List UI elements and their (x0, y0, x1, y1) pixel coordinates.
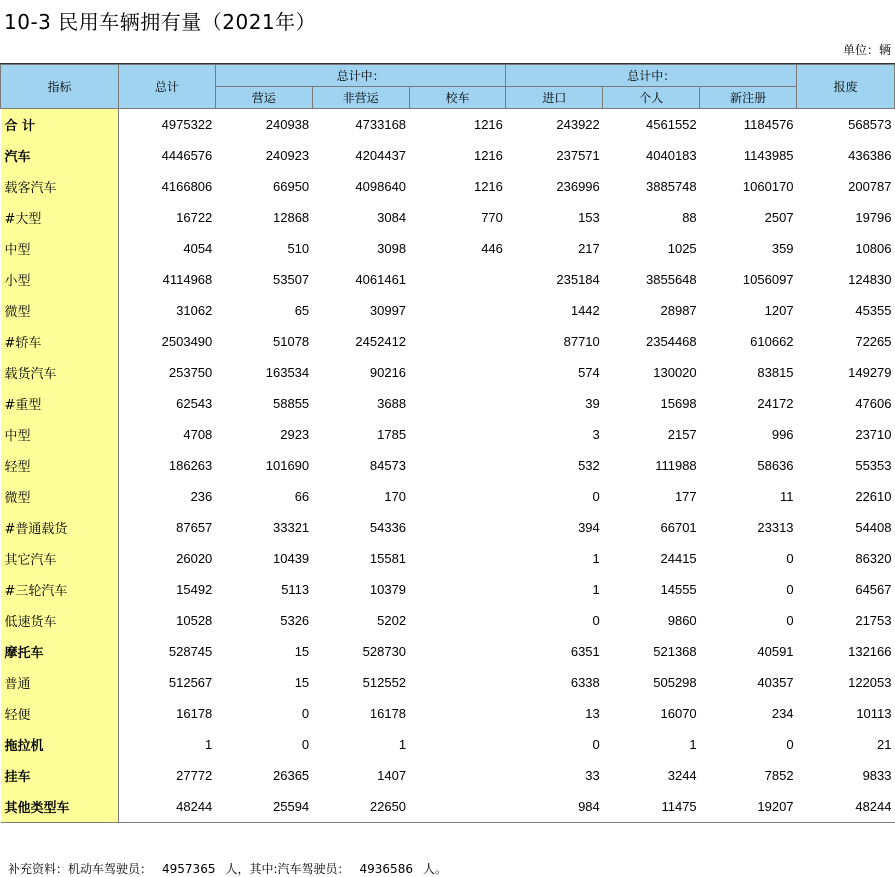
cell-total: 10528 (176, 613, 213, 628)
cell-scrapped: 55353 (855, 458, 892, 473)
cell-schoolbus (409, 636, 506, 667)
cell-noncommercial: 170 (384, 489, 407, 504)
header-scrapped: 报废 (797, 65, 895, 109)
cell-scrapped: 9833 (862, 768, 892, 783)
cell-commercial: 0 (301, 737, 310, 752)
cell-imported: 87710 (563, 334, 600, 349)
cell-commercial: 0 (301, 706, 310, 721)
cell-scrapped: 22610 (855, 489, 892, 504)
cell-private: 15698 (660, 396, 697, 411)
row-label: 小型 (1, 264, 119, 295)
header-newreg: 新注册 (700, 87, 797, 109)
cell-scrapped: 23710 (855, 427, 892, 442)
cell-newreg: 610662 (750, 334, 794, 349)
cell-noncommercial: 4204437 (355, 148, 407, 163)
cell-schoolbus (409, 357, 506, 388)
cell-imported: 33 (585, 768, 600, 783)
cell-private: 3855648 (646, 272, 697, 287)
cell-noncommercial: 4098640 (355, 179, 407, 194)
cell-scrapped: 10113 (856, 706, 892, 721)
cell-newreg: 1207 (764, 303, 794, 318)
page-title: 10-3 民用车辆拥有量（2021年） (4, 10, 317, 34)
cell-commercial: 66 (294, 489, 310, 504)
cell-noncommercial: 2452412 (355, 334, 407, 349)
cell-noncommercial: 3688 (377, 396, 407, 411)
vehicle-table (0, 64, 895, 823)
cell-imported: 3 (592, 427, 600, 442)
cell-newreg: 2507 (764, 210, 794, 225)
cell-noncommercial: 3084 (377, 210, 407, 225)
cell-scrapped: 10806 (855, 241, 892, 256)
cell-private: 2157 (667, 427, 697, 442)
cell-imported: 237571 (556, 148, 600, 163)
cell-noncommercial: 84573 (369, 458, 407, 473)
row-label: 载客汽车 (1, 171, 119, 202)
cell-noncommercial: 4061461 (355, 272, 407, 287)
cell-schoolbus (409, 481, 506, 512)
cell-newreg: 0 (786, 613, 794, 628)
cell-commercial: 5326 (280, 613, 310, 628)
cell-commercial: 65 (294, 303, 310, 318)
cell-commercial: 240938 (265, 117, 310, 132)
cell-imported: 1 (592, 551, 600, 566)
row-label: #轿车 (1, 326, 119, 357)
cell-schoolbus (409, 326, 506, 357)
cell-newreg: 359 (771, 241, 794, 256)
table-row (1, 388, 895, 419)
cell-total: 16722 (176, 210, 213, 225)
cell-private: 1 (689, 737, 697, 752)
cell-scrapped: 200787 (848, 179, 892, 194)
cell-noncommercial: 1 (398, 737, 407, 752)
cell-commercial: 5113 (281, 582, 310, 597)
cell-commercial: 51078 (273, 334, 310, 349)
table-row (1, 264, 895, 295)
cell-imported: 1442 (570, 303, 600, 318)
cell-imported: 532 (578, 458, 600, 473)
cell-commercial: 66950 (273, 179, 310, 194)
table-row (1, 729, 895, 760)
cell-private: 9860 (667, 613, 697, 628)
cell-imported: 235184 (556, 272, 600, 287)
cell-imported: 6351 (570, 644, 600, 659)
cell-imported: 1 (592, 582, 600, 597)
table-row (1, 419, 895, 450)
cell-total: 528745 (168, 644, 213, 659)
table-row (1, 481, 895, 512)
cell-total: 4975322 (161, 117, 213, 132)
cell-schoolbus (409, 574, 506, 605)
table-row (1, 140, 895, 171)
cell-scrapped: 122053 (848, 675, 892, 690)
cell-newreg: 0 (786, 737, 794, 752)
cell-schoolbus (409, 698, 506, 729)
cell-imported: 217 (578, 241, 600, 256)
cell-schoolbus: 770 (481, 210, 503, 225)
cell-imported: 574 (578, 365, 600, 380)
cell-noncommercial: 4733168 (355, 117, 407, 132)
cell-schoolbus (409, 605, 506, 636)
cell-private: 4040183 (646, 148, 697, 163)
header-private: 个人 (603, 87, 700, 109)
cell-scrapped: 45355 (855, 303, 892, 318)
supplementary-note (8, 860, 457, 877)
cell-schoolbus (409, 264, 506, 295)
cell-commercial: 12868 (273, 210, 310, 225)
header-imported: 进口 (506, 87, 603, 109)
cell-scrapped: 132166 (848, 644, 892, 659)
cell-imported: 0 (592, 737, 600, 752)
cell-imported: 243922 (556, 117, 600, 132)
cell-scrapped: 21 (877, 737, 892, 752)
cell-noncommercial: 16178 (369, 706, 407, 721)
cell-total: 26020 (176, 551, 213, 566)
cell-imported: 39 (585, 396, 600, 411)
cell-commercial: 58855 (273, 396, 310, 411)
cell-noncommercial: 5202 (377, 613, 407, 628)
row-label: #大型 (1, 202, 119, 233)
cell-schoolbus (409, 388, 506, 419)
cell-imported: 153 (578, 210, 600, 225)
cell-total: 27772 (176, 768, 213, 783)
cell-noncommercial: 10379 (369, 582, 407, 597)
note-drivers: 4957365 (162, 862, 216, 876)
cell-private: 16070 (660, 706, 697, 721)
row-label: #普通载货 (1, 512, 119, 543)
cell-newreg: 40357 (757, 675, 794, 690)
row-label: 低速货车 (1, 605, 119, 636)
cell-scrapped: 21753 (855, 613, 892, 628)
cell-total: 15492 (176, 582, 213, 597)
cell-scrapped: 436386 (848, 148, 892, 163)
table-row (1, 636, 895, 667)
cell-newreg: 1056097 (742, 272, 794, 287)
cell-noncommercial: 3098 (377, 241, 407, 256)
cell-newreg: 58636 (757, 458, 794, 473)
cell-schoolbus (409, 791, 506, 823)
cell-private: 2354468 (646, 334, 697, 349)
cell-scrapped: 86320 (855, 551, 892, 566)
row-label: 中型 (1, 233, 119, 264)
row-label: #三轮汽车 (1, 574, 119, 605)
cell-private: 521368 (653, 644, 697, 659)
cell-newreg: 0 (786, 551, 794, 566)
row-label: 汽车 (1, 140, 119, 171)
cell-noncommercial: 15581 (369, 551, 407, 566)
cell-newreg: 24172 (757, 396, 794, 411)
row-label: 载货汽车 (1, 357, 119, 388)
cell-scrapped: 72265 (855, 334, 892, 349)
cell-scrapped: 54408 (855, 520, 892, 535)
table-row (1, 326, 895, 357)
cell-total: 62543 (176, 396, 213, 411)
cell-imported: 0 (592, 489, 600, 504)
cell-schoolbus (409, 512, 506, 543)
cell-total: 1 (205, 737, 213, 752)
cell-total: 4166806 (161, 179, 213, 194)
cell-schoolbus: 446 (481, 241, 503, 256)
row-label: 轻便 (1, 698, 119, 729)
cell-private: 24415 (660, 551, 697, 566)
cell-total: 512567 (168, 675, 213, 690)
cell-private: 11475 (603, 791, 700, 823)
table-row (1, 357, 895, 388)
header-group-usage: 总计中： (215, 65, 506, 87)
note-suffix: 人。 (422, 862, 447, 876)
header-schoolbus: 校车 (409, 87, 506, 109)
cell-noncommercial: 512552 (362, 675, 407, 690)
header-indicator: 指标 (1, 65, 119, 109)
cell-total: 186263 (168, 458, 213, 473)
row-label: 微型 (1, 481, 119, 512)
table-row (1, 698, 895, 729)
cell-total: 4446576 (161, 148, 213, 163)
cell-commercial: 101690 (265, 458, 310, 473)
row-label: 摩托车 (1, 636, 119, 667)
cell-scrapped: 124830 (848, 272, 892, 287)
cell-noncommercial: 22650 (312, 791, 409, 823)
cell-newreg: 83815 (757, 365, 794, 380)
cell-imported: 0 (592, 613, 600, 628)
header-group-source: 总计中： (506, 65, 797, 87)
cell-schoolbus: 1216 (473, 148, 503, 163)
row-label: 挂车 (1, 760, 119, 791)
header-total: 总计 (118, 65, 215, 109)
unit-label: 单位：辆 (842, 43, 891, 57)
cell-total: 236 (190, 489, 213, 504)
cell-private: 14555 (660, 582, 697, 597)
cell-imported: 6338 (570, 675, 600, 690)
cell-commercial: 2923 (280, 427, 310, 442)
cell-noncommercial: 1407 (377, 768, 407, 783)
cell-scrapped: 149279 (848, 365, 892, 380)
table-row (1, 233, 895, 264)
cell-schoolbus (409, 729, 506, 760)
cell-noncommercial: 1785 (377, 427, 407, 442)
cell-schoolbus: 1216 (473, 179, 503, 194)
cell-noncommercial: 528730 (362, 644, 407, 659)
cell-private: 177 (674, 489, 697, 504)
cell-imported: 13 (585, 706, 600, 721)
cell-newreg: 234 (771, 706, 794, 721)
cell-schoolbus (409, 419, 506, 450)
cell-commercial: 33321 (273, 520, 310, 535)
cell-noncommercial: 54336 (369, 520, 407, 535)
header-commercial: 营运 (215, 87, 312, 109)
cell-commercial: 15 (294, 675, 310, 690)
cell-commercial: 510 (287, 241, 310, 256)
row-label: 微型 (1, 295, 119, 326)
table-row (1, 543, 895, 574)
row-label: 普通 (1, 667, 119, 698)
table-row (1, 667, 895, 698)
cell-schoolbus (409, 295, 506, 326)
note-car-drivers: 4936586 (359, 862, 413, 876)
note-prefix: 补充资料：机动车驾驶员： (8, 862, 153, 876)
cell-newreg: 996 (771, 427, 794, 442)
cell-newreg: 19207 (700, 791, 797, 823)
table-row (1, 171, 895, 202)
cell-private: 111988 (655, 458, 697, 473)
cell-private: 130020 (653, 365, 697, 380)
table-row (1, 295, 895, 326)
cell-schoolbus (409, 450, 506, 481)
cell-commercial: 53507 (273, 272, 310, 287)
row-label: 合 计 (1, 109, 119, 141)
cell-private: 4561552 (646, 117, 697, 132)
cell-private: 3244 (667, 768, 697, 783)
cell-total: 253750 (168, 365, 213, 380)
row-label: 其他类型车 (1, 791, 119, 823)
cell-schoolbus (409, 760, 506, 791)
row-label: 其它汽车 (1, 543, 119, 574)
cell-private: 505298 (653, 675, 697, 690)
cell-newreg: 23313 (757, 520, 794, 535)
cell-newreg: 1184576 (743, 117, 794, 132)
cell-private: 66701 (660, 520, 697, 535)
cell-noncommercial: 90216 (369, 365, 407, 380)
cell-total: 48244 (118, 791, 215, 823)
cell-imported: 236996 (556, 179, 600, 194)
row-label: 拖拉机 (1, 729, 119, 760)
cell-total: 4708 (183, 427, 213, 442)
cell-total: 31062 (176, 303, 213, 318)
cell-noncommercial: 30997 (369, 303, 407, 318)
cell-scrapped: 48244 (797, 791, 895, 823)
cell-newreg: 40591 (757, 644, 794, 659)
cell-newreg: 7852 (764, 768, 794, 783)
cell-newreg: 11 (780, 489, 794, 504)
table-row (1, 574, 895, 605)
cell-schoolbus: 1216 (473, 117, 503, 132)
row-label: #重型 (1, 388, 119, 419)
cell-private: 1025 (667, 241, 697, 256)
cell-commercial: 10439 (273, 551, 310, 566)
table-row (1, 791, 895, 823)
table-row (1, 202, 895, 233)
cell-commercial: 240923 (265, 148, 310, 163)
cell-total: 2503490 (161, 334, 213, 349)
table-row (1, 450, 895, 481)
row-label: 轻型 (1, 450, 119, 481)
cell-scrapped: 64567 (855, 582, 892, 597)
cell-commercial: 163534 (265, 365, 310, 380)
table-row (1, 109, 895, 141)
cell-total: 87657 (176, 520, 213, 535)
cell-schoolbus (409, 543, 506, 574)
table-body (1, 109, 895, 823)
row-label: 中型 (1, 419, 119, 450)
note-mid: 人，其中:汽车驾驶员： (225, 862, 350, 876)
cell-private: 88 (682, 210, 697, 225)
cell-scrapped: 47606 (855, 396, 892, 411)
cell-newreg: 0 (786, 582, 794, 597)
cell-commercial: 26365 (273, 768, 310, 783)
cell-newreg: 1060170 (742, 179, 794, 194)
cell-imported: 984 (506, 791, 603, 823)
cell-commercial: 15 (294, 644, 310, 659)
cell-total: 4114968 (162, 272, 213, 287)
cell-schoolbus (409, 667, 506, 698)
cell-newreg: 1143985 (743, 148, 794, 163)
table-row (1, 512, 895, 543)
cell-imported: 394 (578, 520, 600, 535)
cell-scrapped: 19796 (855, 210, 892, 225)
header-noncommercial: 非营运 (312, 87, 409, 109)
cell-scrapped: 568573 (848, 117, 892, 132)
table-row (1, 760, 895, 791)
cell-private: 28987 (660, 303, 697, 318)
table-row (1, 605, 895, 636)
cell-total: 16178 (176, 706, 213, 721)
cell-private: 3885748 (646, 179, 697, 194)
cell-total: 4054 (183, 241, 213, 256)
cell-commercial: 25594 (215, 791, 312, 823)
